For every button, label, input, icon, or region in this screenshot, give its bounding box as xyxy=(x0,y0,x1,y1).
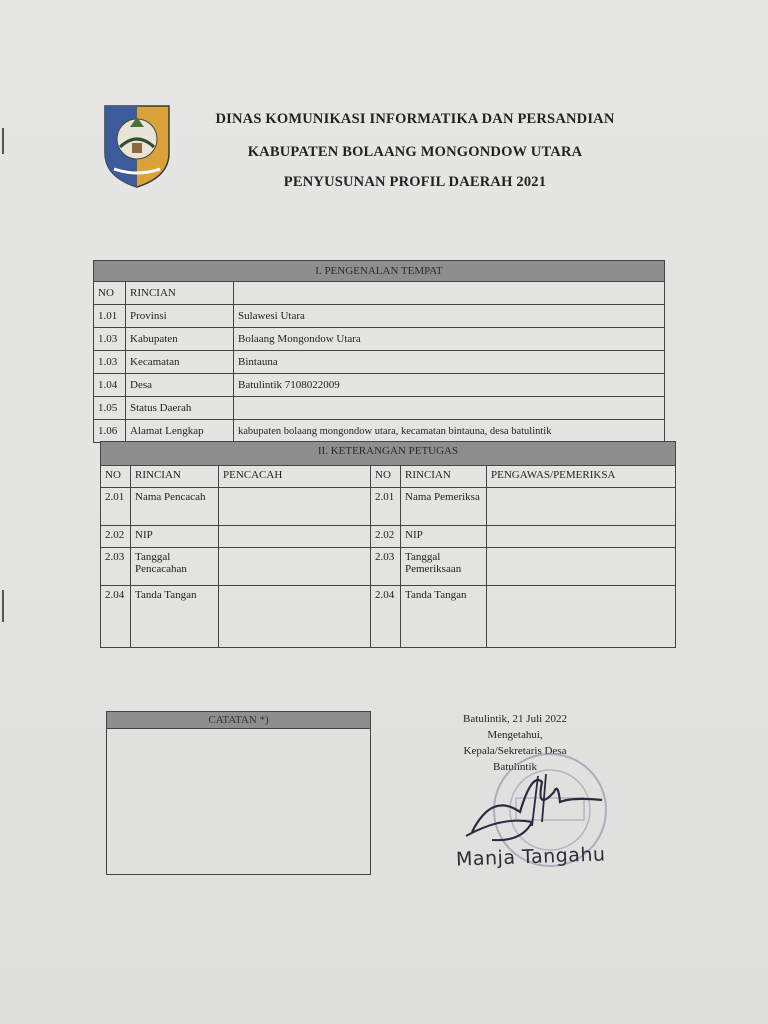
pengenalan-tempat-table xyxy=(93,260,665,443)
catatan-box xyxy=(106,711,371,875)
table-row xyxy=(101,526,676,548)
row-label: Kabupaten xyxy=(126,328,234,351)
row-value: Bolaang Mongondow Utara xyxy=(234,328,665,351)
col-no-header: NO xyxy=(101,466,131,488)
catatan-title: CATATAN *) xyxy=(107,712,370,729)
row-no: 1.03 xyxy=(94,328,126,351)
official-stamp-and-signature xyxy=(462,752,612,892)
row-no: 2.03 xyxy=(101,548,131,586)
ack-text: Mengetahui, xyxy=(487,729,543,741)
header-line-2: KABUPATEN BOLAANG MONGONDOW UTARA xyxy=(247,144,583,160)
row-no: 2.01 xyxy=(371,488,401,526)
row-label: Tanda Tangan xyxy=(401,586,487,648)
row-label: NIP xyxy=(131,526,219,548)
row-label: Nama Pencacah xyxy=(131,488,219,526)
table-row xyxy=(94,305,665,328)
col-no-header: NO xyxy=(94,282,126,305)
row-no: 1.06 xyxy=(94,420,126,443)
row-label: NIP xyxy=(401,526,487,548)
header-line-3: PENYUSUNAN PROFIL DAERAH 2021 xyxy=(283,174,547,190)
col-pengawas-header: PENGAWAS/PEMERIKSA xyxy=(487,466,676,488)
row-value: kabupaten bolaang mongondow utara, kecamatan bintauna, desa batulintik xyxy=(234,420,665,443)
table-row xyxy=(94,351,665,374)
col-pencacah-header: PENCACAH xyxy=(219,466,371,488)
row-label: Alamat Lengkap xyxy=(126,420,234,443)
place-date: Batulintik, 21 Juli 2022 xyxy=(463,713,567,725)
row-value: Batulintik 7108022009 xyxy=(234,374,665,397)
pemeriksa-nip-cell xyxy=(487,526,676,548)
row-no: 2.02 xyxy=(101,526,131,548)
pemeriksa-date-cell xyxy=(487,548,676,586)
regency-emblem-logo xyxy=(102,103,172,189)
keterangan-petugas-table xyxy=(100,441,676,648)
row-label: Tanda Tangan xyxy=(131,586,219,648)
col-rincian-header: RINCIAN xyxy=(401,466,487,488)
table-row xyxy=(94,374,665,397)
pencacah-name-cell xyxy=(219,488,371,526)
col-rincian-header: RINCIAN xyxy=(126,282,234,305)
col-no-header: NO xyxy=(371,466,401,488)
row-label: Provinsi xyxy=(126,305,234,328)
pencacah-nip-cell xyxy=(219,526,371,548)
row-no: 2.02 xyxy=(371,526,401,548)
row-value: Sulawesi Utara xyxy=(234,305,665,328)
signer-role: Kepala/Sekretaris Desa xyxy=(463,745,567,757)
section-1-title: I. PENGENALAN TEMPAT xyxy=(94,261,665,282)
row-value: Bintauna xyxy=(234,351,665,374)
row-value xyxy=(234,397,665,420)
row-no: 2.04 xyxy=(101,586,131,648)
row-no: 1.04 xyxy=(94,374,126,397)
pencacah-date-cell xyxy=(219,548,371,586)
pemeriksa-name-cell xyxy=(487,488,676,526)
punch-mark xyxy=(2,128,4,154)
signer-name: Manja Tangahu xyxy=(455,843,606,871)
row-label: Tanggal Pencacahan xyxy=(131,548,219,586)
table-row xyxy=(101,586,676,648)
punch-mark xyxy=(2,590,4,622)
col-value-header xyxy=(234,282,665,305)
pencacah-signature-cell xyxy=(219,586,371,648)
row-no: 1.05 xyxy=(94,397,126,420)
table-row xyxy=(101,548,676,586)
row-label: Tanggal Pemeriksaan xyxy=(401,548,487,586)
row-no: 2.01 xyxy=(101,488,131,526)
signer-village: Batulintik xyxy=(493,761,537,773)
row-no: 1.03 xyxy=(94,351,126,374)
row-label: Nama Pemeriksa xyxy=(401,488,487,526)
pemeriksa-signature-cell xyxy=(487,586,676,648)
row-no: 2.04 xyxy=(371,586,401,648)
col-rincian-header: RINCIAN xyxy=(131,466,219,488)
table-row xyxy=(94,420,665,443)
table-row xyxy=(101,488,676,526)
row-no: 1.01 xyxy=(94,305,126,328)
table-row xyxy=(94,328,665,351)
row-label: Desa xyxy=(126,374,234,397)
header-line-1: DINAS KOMUNIKASI INFORMATIKA DAN PERSANDIAN xyxy=(215,111,615,127)
row-label: Status Daerah xyxy=(126,397,234,420)
row-no: 2.03 xyxy=(371,548,401,586)
section-2-title: II. KETERANGAN PETUGAS xyxy=(101,442,676,466)
table-row xyxy=(94,397,665,420)
row-label: Kecamatan xyxy=(126,351,234,374)
